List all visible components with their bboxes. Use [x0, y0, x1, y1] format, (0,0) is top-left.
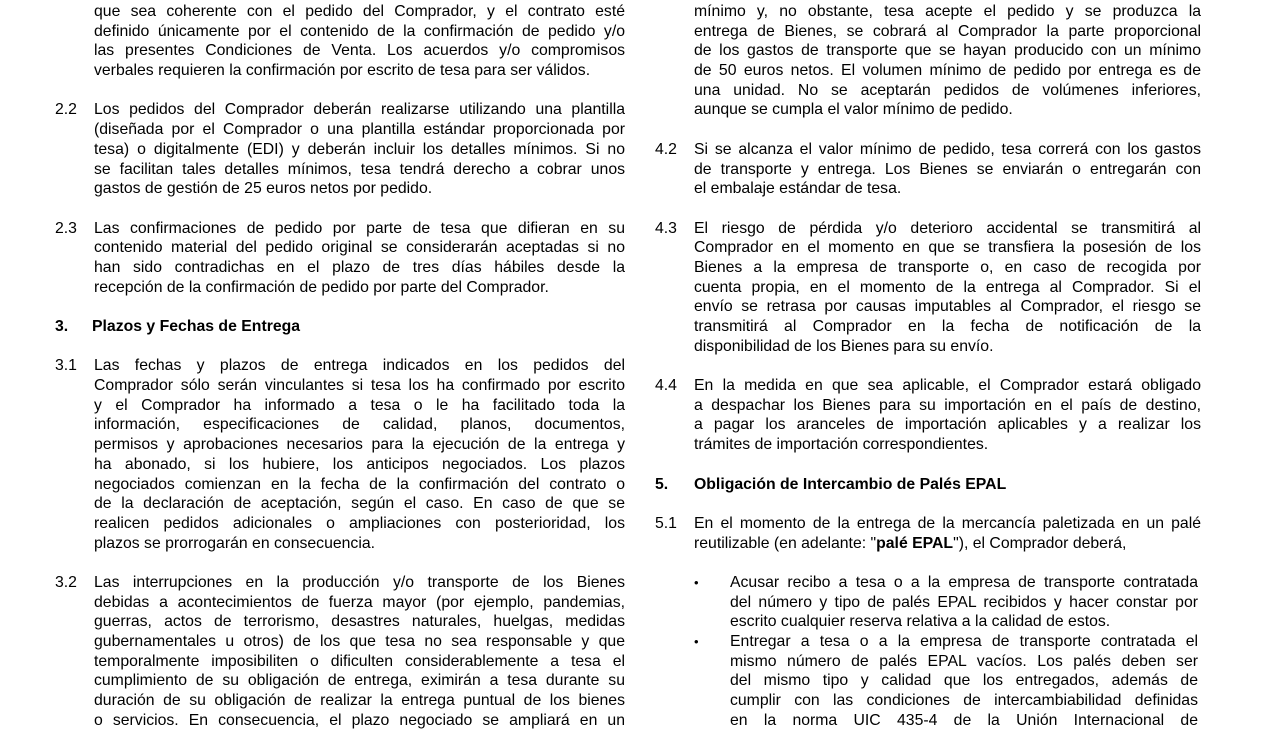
clause-text: [94, 100, 625, 198]
text-line: entrega de Bienes, se cobrará al Comprador la parte proporcional: [694, 22, 1201, 40]
section-title: Plazos y Fechas de Entrega: [92, 318, 301, 335]
text-line: verbales requieren la confirmación por escrito de tesa para ser válidos.: [94, 62, 591, 80]
bullet-text: [730, 632, 1198, 730]
text-line: Los pedidos del Comprador deberán realizarse utilizando una plantilla: [94, 101, 625, 119]
bullet-item: [694, 632, 1201, 730]
text-line: Comprador en el momento en que se transfiera la posesión de los: [694, 239, 1201, 257]
clause-text: [694, 514, 1201, 553]
text-line: guerras, actos de terrorismo, desastres naturales, huelgas, medidas: [94, 613, 625, 631]
text-line: de 50 euros netos. El volumen mínimo de pedido por entrega es de: [694, 62, 1201, 80]
text-line: recepción de la confirmación de pedido por parte del Comprador.: [94, 278, 549, 296]
clause-number: 3.2: [55, 573, 77, 591]
text-line: envío se retrasa por causas imputables al Comprador, el riesgo se: [694, 298, 1201, 316]
section-title: Obligación de Intercambio de Palés EPAL: [694, 475, 1007, 493]
text-line: definido únicamente por el contenido de la confirmación de pedido y/o: [94, 22, 625, 40]
text-line: En el momento de la entrega de la mercancía paletizada en un palé: [694, 514, 1201, 532]
text-segment: reutilizable (en adelante: ": [694, 534, 877, 552]
text-line: mismo número de palés EPAL vacíos. Los palés deben ser: [730, 652, 1198, 670]
text-line: Acusar recibo a tesa o a la empresa de transporte contratada: [730, 573, 1198, 591]
clause-paragraph: [655, 514, 1201, 553]
clause-text: [694, 219, 1201, 357]
text-line: tesa) o digitalmente (EDI) y deberán incluir los detalles mínimos. Si no: [94, 140, 625, 158]
text-line: a pagar los aranceles de importación aplicables y a realizar los: [694, 416, 1201, 434]
text-line: ha abonado, si los hubiere, los anticipos negociados. Los plazos: [94, 455, 625, 473]
text-line: (diseñada por el Comprador o una plantilla estándar proporcionada por: [94, 121, 625, 139]
text-line: temporalmente imposibiliten o dificulten considerablemente a tesa el: [94, 652, 625, 670]
text-line: mínimo y, no obstante, tesa acepte el pedido y se produzca la: [694, 3, 1201, 20]
clause-number: 5.1: [655, 514, 677, 532]
text-line: información, especificaciones de calidad, planos, documentos,: [94, 416, 625, 434]
text-line: Entregar a tesa o a la empresa de transporte contratada el: [730, 633, 1198, 651]
text-line: o servicios. En consecuencia, el plazo negociado se ampliará en un: [94, 711, 625, 729]
bullet-item: [694, 573, 1201, 632]
clause-paragraph: [55, 2, 625, 81]
clause-text: [694, 2, 1201, 120]
text-line: Las confirmaciones de pedido por parte de tesa que difieran en su: [94, 219, 625, 237]
text-line: se facilitan tales detalles mínimos, tesa tendrá derecho a cobrar unos: [94, 160, 625, 178]
bullet-list: [694, 573, 1201, 731]
text-line: el embalaje estándar de tesa.: [694, 180, 902, 198]
text-line: escrito cualquier reserva relativa a la calidad de estos.: [730, 613, 1111, 631]
text-line: de la declaración de aceptación, según el caso. En caso de que se: [94, 495, 625, 513]
text-line: Bienes a la empresa de transporte o, en caso de recogida por: [694, 258, 1201, 276]
section-number: 5.: [655, 475, 669, 493]
clause-text: [94, 356, 625, 553]
clause-paragraph: [55, 573, 625, 731]
section-heading: [655, 475, 1201, 495]
clause-text: [94, 219, 625, 298]
bold-term: palé EPAL: [876, 534, 954, 552]
text-line: cuenta propia, en el momento de la entrega al Comprador. Si el: [694, 278, 1201, 296]
clause-text: [694, 140, 1201, 199]
text-line: y el Comprador ha informado a tesa o le ha facilitado toda la: [94, 396, 625, 414]
text-line: en la norma UIC 435-4 de la Unión Internacional de: [730, 711, 1198, 729]
bullet-text: [730, 573, 1198, 632]
clause-paragraph: [55, 219, 625, 298]
clause-paragraph: [655, 2, 1201, 120]
text-line: cumplimiento de su obligación de entrega, eximirán a tesa durante su: [94, 672, 625, 690]
clause-number: 3.1: [55, 357, 77, 375]
text-line: contenido material del pedido original se considerarán aceptadas si no: [94, 239, 625, 257]
text-line: duración de su obligación de realizar la entrega puntual de los bienes: [94, 692, 625, 710]
text-line: que sea coherente con el pedido del Comprador, y el contrato esté: [94, 3, 625, 20]
text-line: Si se alcanza el valor mínimo de pedido, tesa correrá con los gastos: [694, 140, 1201, 158]
clause-number: 4.4: [655, 377, 677, 395]
text-line: las presentes Condiciones de Venta. Los acuerdos y/o compromisos: [94, 42, 625, 60]
text-line: del mismo tipo y calidad que los entregados, además de: [730, 672, 1198, 690]
text-line: permisos y aprobaciones necesarios para la ejecución de la entrega y: [94, 436, 625, 454]
text-line: han sido contradichas en el plazo de tres días hábiles desde la: [94, 258, 625, 276]
text-line: [694, 534, 1201, 554]
text-line: El riesgo de pérdida y/o deterioro accidental se transmitirá al: [694, 219, 1201, 237]
text-line: del número y tipo de palés EPAL recibidos y hacer constar por: [730, 593, 1198, 611]
section-heading: [55, 317, 625, 337]
text-line: realicen pedidos adicionales o ampliaciones con posterioridad, los: [94, 514, 625, 532]
clause-text: [694, 376, 1201, 455]
text-line: disponibilidad de los Bienes para su envío.: [694, 337, 994, 355]
text-line: de transporte y entrega. Los Bienes se enviarán o entregarán con: [694, 160, 1201, 178]
text-line: aunque se cumpla el valor mínimo de pedido.: [694, 101, 1013, 119]
clause-paragraph: [655, 219, 1201, 357]
clause-number: 2.3: [55, 219, 77, 237]
text-line: Las fechas y plazos de entrega indicados en los pedidos del: [94, 357, 625, 375]
clause-number: 2.2: [55, 101, 77, 119]
text-line: plazos se prorrogarán en consecuencia.: [94, 534, 376, 552]
text-line: debidas a acontecimientos de fuerza mayor (por ejemplo, pandemias,: [94, 593, 625, 611]
text-line: cumplir con las condiciones de intercambiabilidad definidas: [730, 692, 1198, 710]
text-line: En la medida en que sea aplicable, el Comprador estará obligado: [694, 377, 1201, 395]
bullet-icon: •: [694, 634, 699, 650]
clause-paragraph: [55, 356, 625, 553]
section-number: 3.: [55, 318, 69, 335]
text-segment: "), el Comprador deberá,: [953, 534, 1127, 552]
text-line: Las interrupciones en la producción y/o transporte de los Bienes: [94, 573, 625, 591]
text-line: trámites de importación correspondientes.: [694, 436, 989, 454]
text-line: a despachar los Bienes para su importación en el país de destino,: [694, 396, 1201, 414]
right-column: [655, 2, 1201, 750]
clause-number: 4.2: [655, 140, 677, 158]
clause-text: [94, 2, 625, 81]
bullet-icon: •: [694, 574, 699, 590]
clause-paragraph: [655, 140, 1201, 199]
text-line: gastos de gestión de 25 euros netos por pedido.: [94, 180, 433, 198]
text-line: negociados comienzan en la fecha de la confirmación del contrato o: [94, 475, 625, 493]
clause-text: [94, 573, 625, 731]
text-line: una unidad. No se aceptarán pedidos de volúmenes inferiores,: [694, 81, 1201, 99]
clause-paragraph: [55, 100, 625, 198]
left-column: [55, 2, 625, 750]
text-line: gubernamentales u otros) de los que tesa no sea responsable y que: [94, 633, 625, 651]
text-line: Comprador sólo serán vinculantes si tesa los ha confirmado por escrito: [94, 377, 625, 395]
text-line: de los gastos de transporte que se hayan producido con un mínimo: [694, 42, 1201, 60]
clause-number: 4.3: [655, 219, 677, 237]
text-line: transmitirá al Comprador en la fecha de notificación de la: [694, 318, 1201, 335]
clause-paragraph: [655, 376, 1201, 455]
